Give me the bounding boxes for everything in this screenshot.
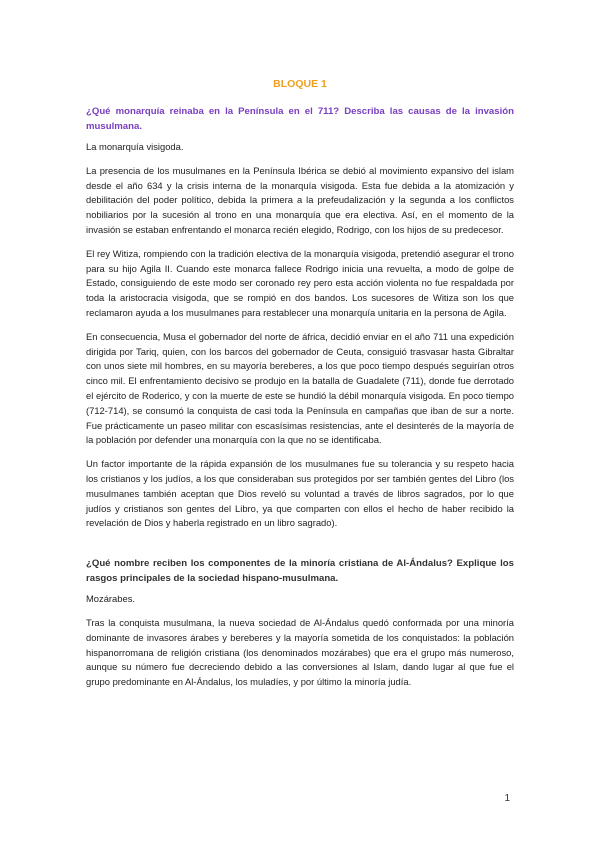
paragraph: Tras la conquista musulmana, la nueva sociedad de Al-Ándalus quedó conformada por una minoría dominante de invasores árabes y bereberes y la mayoría sometida de los conquistados: la población hispanorromana de religión cristiana (los denominados mozárabes) que era el grupo más numeroso, aunque su número fue decreciendo debido a las conversiones al Islam, dando lugar al que fue el grupo predominante en Al-Ándalus, los muladíes, y por último la minoría judía. bbox=[86, 616, 514, 688]
section-title: BLOQUE 1 bbox=[273, 78, 327, 90]
question-1: ¿Qué monarquía reinaba en la Península en el 711? Describa las causas de la invasión musulmana. bbox=[86, 106, 514, 132]
paragraph: El rey Witiza, rompiendo con la tradición electiva de la monarquía visigoda, pretendió asegurar el trono para su hijo Agila II. Cuando este monarca fallece Rodrigo inicia una revuelta, a modo de golpe de Estado, consiguiendo de este modo ser coronado rey pero esta acción violenta no fue respaldada por toda la aristocracia visigoda, que se rompió en dos bandos. Los sucesores de Witiza son los que reclamaron ayuda a los musulmanes para restablecer una monarquía unitaria en la persona de Agila. bbox=[86, 247, 514, 318]
spacer bbox=[86, 540, 514, 556]
page-number: 1 bbox=[504, 793, 510, 804]
answer-2-short: Mozárabes. bbox=[86, 593, 135, 605]
question-2: ¿Qué nombre reciben los componentes de la minoría cristiana de Al-Ándalus? Explique los rasgos principales de la sociedad hispano-musulmana. bbox=[86, 558, 514, 585]
paragraph: Un factor importante de la rápida expansión de los musulmanes fue su tolerancia y su respeto hacia los cristianos y los judíos, a los que consideraban sus protegidos por ser también gentes del Libro (los musulmanes también aceptan que Dios reveló su voluntad a través de libros sagrados, por lo que judíos y cristianos son gentes del Libro, ya que comparten con ellos el hecho de haber recibido la revelación de Dios y haberla registrado en un libro sagrado). bbox=[86, 458, 514, 529]
answer-1-short: La monarquía visigoda. bbox=[86, 141, 184, 152]
paragraph: La presencia de los musulmanes en la Península Ibérica se debió al movimiento expansivo del islam desde el año 634 y la crisis interna de la monarquía visigoda. Esta fue debida a la atomización y debilitación del poder político, debida la primera a la prefeudalización y la segunda a los conflictos nobiliarios por la sucesión al trono en una monarquía que era electiva. Así, en el momento de la invasión se estaban enfrentando el monarca recién elegido, Rodrigo, con los hijos de su predecesor. bbox=[86, 164, 514, 235]
paragraph: En consecuencia, Musa el gobernador del norte de áfrica, decidió enviar en el año 711 una expedición dirigida por Tariq, quien, con los barcos del gobernador de Ceuta, consiguió trasvasar hasta Gibraltar con unos siete mil hombres, en su mayoría bereberes, a los que poco tiempo después seguirían otros cinco mil. El enfrentamiento decisivo se produjo en la batalla de Guadalete (711), donde fue derrotado el ejército de Roderico, y con la muerte de este se hundió la débil monarquía visigoda. En poco tiempo (712-714), se consumó la conquista de casi toda la Península en campañas que iban de sur a norte. Fue prácticamente un paseo militar con escasísimas resistencias, ante el desinterés de la mayoría de la población por defender una monarquía con la que no se identificaba. bbox=[86, 330, 514, 446]
document-page bbox=[86, 78, 514, 699]
